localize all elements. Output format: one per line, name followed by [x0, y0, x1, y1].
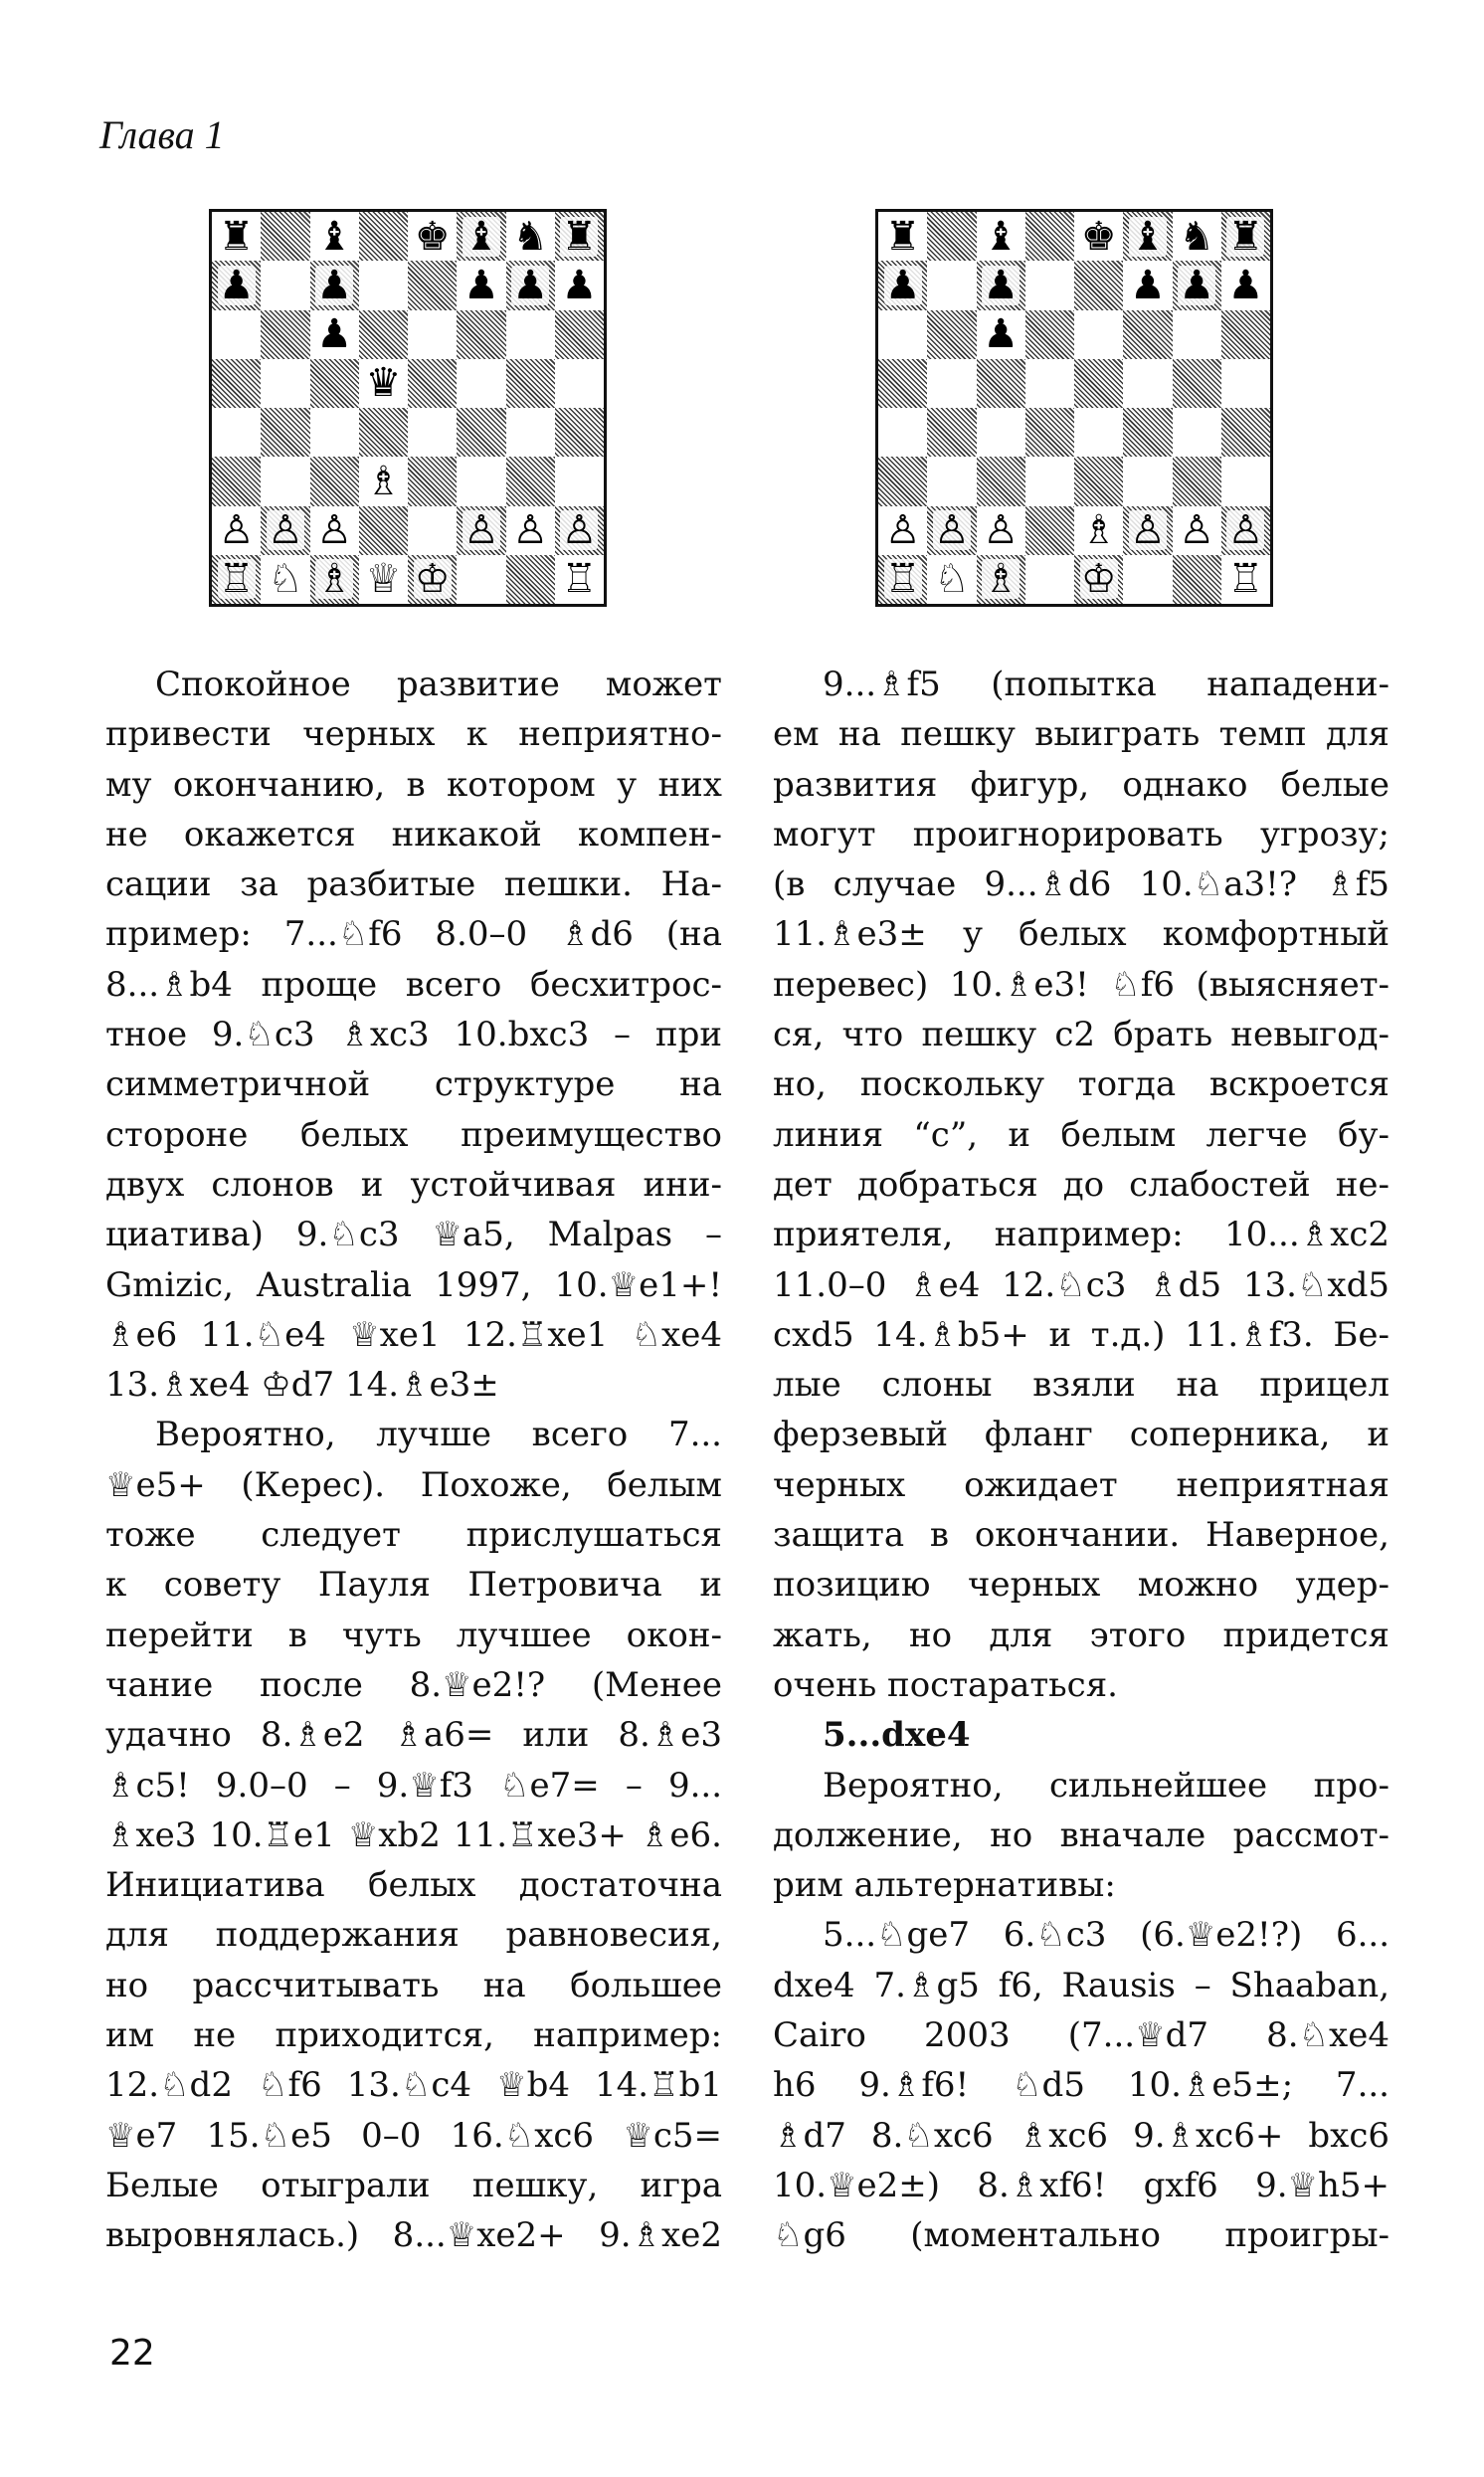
text-line: ферзевый фланг соперника, и	[773, 1415, 1390, 1455]
board-square	[1173, 408, 1221, 457]
board-square	[261, 359, 309, 408]
board-square	[977, 212, 1025, 261]
text-line: развития фигур, однако белые	[773, 764, 1390, 805]
board-square	[261, 506, 309, 555]
board-square	[927, 212, 976, 261]
board-square	[261, 457, 309, 505]
text-line: 9...♗f5 (попытка нападени-	[823, 665, 1390, 704]
text-line: dxe4 7.♗g5 f6, Rausis – Shaaban,	[773, 1965, 1390, 2005]
board-square	[927, 310, 976, 359]
chess-piece: ♝	[983, 213, 1020, 260]
board-square	[359, 506, 408, 555]
chess-diagram-left	[209, 209, 607, 607]
board-square	[212, 212, 261, 261]
board-square	[1221, 310, 1270, 359]
board-square	[1173, 457, 1221, 505]
board-square	[977, 310, 1025, 359]
board-square	[1123, 555, 1172, 604]
board-square	[506, 359, 555, 408]
board-square	[457, 310, 505, 359]
text-line: тоже следует прислушаться	[105, 1515, 722, 1556]
board-square	[555, 261, 604, 309]
text-line: черных ожидает неприятная	[773, 1464, 1390, 1505]
board-square	[1221, 408, 1270, 457]
board-square	[310, 310, 359, 359]
text-line: стороне белых преимущество	[105, 1114, 722, 1155]
board-square	[977, 261, 1025, 309]
board-square	[1074, 310, 1123, 359]
board-square	[1025, 457, 1074, 505]
board-square	[1221, 555, 1270, 604]
board-square	[359, 310, 408, 359]
board-square	[555, 310, 604, 359]
text-line: cxd5 14.♗b5+ и т.д.) 11.♗f3. Бе-	[773, 1314, 1390, 1355]
board-square	[927, 457, 976, 505]
board-square	[506, 212, 555, 261]
board-square	[1074, 457, 1123, 505]
chess-piece: ♙	[267, 507, 303, 554]
board-square	[506, 261, 555, 309]
board-square	[1221, 359, 1270, 408]
board-square	[310, 261, 359, 309]
chess-piece: ♙	[983, 507, 1020, 554]
text-line: (в случае 9...♗d6 10.♘a3!? ♗f5	[773, 864, 1390, 905]
chess-piece: ♝	[1129, 213, 1166, 260]
chess-piece: ♟	[512, 262, 549, 308]
chess-piece: ♟	[1227, 262, 1264, 308]
text-line: пример: 7...♘f6 8.0–0 ♗d6 (на	[105, 914, 722, 955]
board-square	[878, 408, 927, 457]
board-square	[1074, 212, 1123, 261]
board-square	[1025, 261, 1074, 309]
board-square	[457, 212, 505, 261]
board-square	[1221, 506, 1270, 555]
board-square	[261, 408, 309, 457]
text-line: Cairo 2003 (7...♕d7 8.♘xe4	[773, 2015, 1390, 2056]
board-square	[212, 408, 261, 457]
chess-piece: ♚	[414, 213, 451, 260]
chess-piece: ♙	[561, 507, 598, 554]
board-square	[457, 457, 505, 505]
board-square	[1025, 212, 1074, 261]
board-square	[457, 506, 505, 555]
text-line: Gmizic, Australia 1997, 10.♕e1+!	[105, 1264, 722, 1305]
board-square	[212, 506, 261, 555]
board-square	[310, 408, 359, 457]
board-square	[1173, 212, 1221, 261]
board-square	[927, 506, 976, 555]
board-square	[261, 212, 309, 261]
text-line: ♘g6 (моментально проигры-	[773, 2215, 1390, 2256]
board-square	[261, 555, 309, 604]
chess-piece: ♜	[561, 213, 598, 260]
text-line: им не приходится, например:	[105, 2015, 722, 2056]
chess-piece: ♗	[316, 556, 353, 603]
chess-piece: ♛	[365, 360, 402, 407]
text-line: му окончанию, в котором у них	[105, 764, 722, 805]
chess-piece: ♞	[512, 213, 549, 260]
chess-piece: ♟	[1129, 262, 1166, 308]
board-square	[555, 212, 604, 261]
text-line: чание после 8.♕e2!? (Менее	[105, 1664, 722, 1705]
chess-piece: ♙	[512, 507, 549, 554]
board-square	[1221, 457, 1270, 505]
board-square	[927, 359, 976, 408]
board-square	[1173, 310, 1221, 359]
page-number: 22	[109, 2333, 155, 2374]
board-square	[359, 359, 408, 408]
text-line: 8...♗b4 проще всего бесхитрос-	[105, 964, 722, 1005]
text-line: но, поскольку тогда вскроется	[773, 1064, 1390, 1105]
text-line: удачно 8.♗e2 ♗a6= или 8.♗e3	[105, 1715, 722, 1756]
board-square	[1074, 408, 1123, 457]
board-square	[878, 359, 927, 408]
board-square	[977, 457, 1025, 505]
board-square	[1173, 506, 1221, 555]
board-square	[1074, 359, 1123, 408]
board-square	[359, 555, 408, 604]
board-square	[1074, 261, 1123, 309]
board-square	[408, 359, 457, 408]
text-line: ся, что пешку c2 брать невыгод-	[773, 1015, 1390, 1055]
board-square	[878, 506, 927, 555]
board-square	[878, 555, 927, 604]
board-square	[310, 212, 359, 261]
board-square	[506, 457, 555, 505]
chess-piece: ♖	[218, 556, 255, 603]
board-square	[212, 261, 261, 309]
board-square	[506, 310, 555, 359]
text-line: позицию черных можно удер-	[773, 1565, 1390, 1606]
board-square	[408, 310, 457, 359]
text-line: Вероятно, лучше всего 7...	[155, 1415, 722, 1455]
board-square	[1025, 506, 1074, 555]
board-square	[1123, 310, 1172, 359]
board-square	[1025, 408, 1074, 457]
chess-piece: ♔	[414, 556, 451, 603]
chess-piece: ♘	[267, 556, 303, 603]
chess-piece: ♙	[316, 507, 353, 554]
chess-piece: ♙	[218, 507, 255, 554]
text-line: дет добраться до слабостей не-	[773, 1164, 1390, 1205]
board-square	[927, 408, 976, 457]
chess-piece: ♖	[884, 556, 921, 603]
text-column-right	[773, 660, 1390, 2261]
board-square	[261, 261, 309, 309]
chess-piece: ♗	[365, 458, 402, 504]
chess-piece: ♜	[884, 213, 921, 260]
text-line: 5...♘ge7 6.♘c3 (6.♕e2!?) 6...	[823, 1915, 1390, 1956]
board-square	[555, 359, 604, 408]
chess-piece: ♙	[933, 507, 970, 554]
board-square	[1173, 261, 1221, 309]
text-line: 11.♗e3± у белых комфортный	[773, 914, 1390, 955]
board-square	[1123, 212, 1172, 261]
text-line: ♗e6 11.♘e4 ♕xe1 12.♖xe1 ♘xe4	[105, 1314, 722, 1355]
text-line: ♕e7 15.♘e5 0–0 16.♘xc6 ♕c5=	[105, 2115, 722, 2156]
board-square	[1074, 506, 1123, 555]
board-square	[555, 555, 604, 604]
chess-piece: ♙	[463, 507, 499, 554]
board-square	[1173, 359, 1221, 408]
text-line: сации за разбитые пешки. На-	[105, 864, 722, 905]
chess-piece: ♟	[983, 262, 1020, 308]
text-line: Вероятно, сильнейшее про-	[823, 1765, 1390, 1806]
chess-piece: ♟	[561, 262, 598, 308]
board-square	[1123, 506, 1172, 555]
text-line: рим альтернативы:	[773, 1865, 1116, 1906]
chess-piece: ♝	[463, 213, 499, 260]
board-square	[927, 261, 976, 309]
board-square	[212, 310, 261, 359]
chess-piece: ♟	[316, 311, 353, 358]
text-line: лые слоны взяли на прицел	[773, 1365, 1390, 1406]
board-square	[1074, 555, 1123, 604]
chess-piece: ♜	[218, 213, 255, 260]
board-square	[359, 261, 408, 309]
chess-piece: ♙	[884, 507, 921, 554]
text-line: ♗c5! 9.0–0 – 9.♕f3 ♘e7= – 9...	[105, 1765, 722, 1806]
chess-piece: ♗	[1080, 507, 1117, 554]
board-square	[359, 212, 408, 261]
board-square	[977, 506, 1025, 555]
board-square	[555, 408, 604, 457]
board-square	[555, 457, 604, 505]
chess-piece: ♜	[1227, 213, 1264, 260]
board-square	[506, 506, 555, 555]
board-square	[310, 457, 359, 505]
text-line: линия “c”, и белым легче бу-	[773, 1114, 1390, 1155]
board-square	[359, 408, 408, 457]
text-line: могут проигнорировать угрозу;	[773, 814, 1390, 855]
chess-piece: ♗	[983, 556, 1020, 603]
text-line: 11.0–0 ♗e4 12.♘c3 ♗d5 13.♘xd5	[773, 1264, 1390, 1305]
board-square	[457, 261, 505, 309]
text-line: очень постараться.	[773, 1664, 1118, 1705]
board-square	[408, 212, 457, 261]
board-square	[310, 359, 359, 408]
board-square	[261, 310, 309, 359]
chess-piece: ♟	[1179, 262, 1215, 308]
text-line: выровнялась.) 8...♕xe2+ 9.♗xe2	[105, 2215, 722, 2256]
text-line: 13.♗xe4 ♔d7 14.♗e3±	[105, 1365, 499, 1406]
board-square	[1123, 261, 1172, 309]
board-square	[1025, 555, 1074, 604]
text-line: 12.♘d2 ♘f6 13.♘c4 ♕b4 14.♖b1	[105, 2065, 722, 2106]
board-square	[927, 555, 976, 604]
text-line: тное 9.♘c3 ♗xc3 10.bxc3 – при	[105, 1015, 722, 1055]
chess-piece: ♟	[463, 262, 499, 308]
text-line: перевес) 10.♗e3! ♘f6 (выясняет-	[773, 964, 1390, 1005]
text-line: к совету Пауля Петровича и	[105, 1565, 722, 1606]
board-square	[1123, 408, 1172, 457]
board-square	[977, 408, 1025, 457]
text-line: двух слонов и устойчивая ини-	[105, 1164, 722, 1205]
board-square	[310, 555, 359, 604]
text-column-left	[105, 660, 722, 2261]
chess-piece: ♖	[561, 556, 598, 603]
board-square	[212, 359, 261, 408]
text-line: приятеля, например: 10...♗xc2	[773, 1215, 1390, 1255]
text-line: защита в окончании. Наверное,	[773, 1515, 1390, 1556]
board-square	[878, 310, 927, 359]
board-square	[1123, 359, 1172, 408]
chess-piece: ♘	[933, 556, 970, 603]
text-line: циатива) 9.♘c3 ♕a5, Malpas –	[105, 1215, 722, 1255]
chess-piece: ♝	[316, 213, 353, 260]
board-square	[408, 261, 457, 309]
text-line: Инициатива белых достаточна	[105, 1865, 722, 1906]
chess-diagram-right	[875, 209, 1273, 607]
board-square	[408, 555, 457, 604]
chess-piece: ♙	[1129, 507, 1166, 554]
text-line: симметричной структуре на	[105, 1064, 722, 1105]
chess-piece: ♙	[1179, 507, 1215, 554]
board-square	[1221, 212, 1270, 261]
text-line: перейти в чуть лучшее окон-	[105, 1615, 722, 1655]
board-square	[1123, 457, 1172, 505]
board-square	[1221, 261, 1270, 309]
chess-piece: ♟	[983, 311, 1020, 358]
text-line: для поддержания равновесия,	[105, 1915, 722, 1956]
chess-piece: ♖	[1227, 556, 1264, 603]
board-square	[359, 457, 408, 505]
text-line: жать, но для этого придется	[773, 1615, 1390, 1655]
text-line: h6 9.♗f6! ♘d5 10.♗e5±; 7...	[773, 2065, 1390, 2106]
text-line: ♕e5+ (Керес). Похоже, белым	[105, 1464, 722, 1505]
board-square	[878, 212, 927, 261]
text-line: не окажется никакой компен-	[105, 814, 722, 855]
board-square	[977, 359, 1025, 408]
board-square	[457, 359, 505, 408]
text-line: привести черных к неприятно-	[105, 714, 722, 755]
text-line: ♗xe3 10.♖e1 ♕xb2 11.♖xe3+ ♗e6.	[105, 1814, 722, 1855]
board-square	[977, 555, 1025, 604]
board-square	[506, 555, 555, 604]
chess-piece: ♕	[365, 556, 402, 603]
board-square	[408, 408, 457, 457]
text-line: Белые отыграли пешку, игра	[105, 2165, 722, 2205]
text-line: 5...dxe4	[823, 1715, 971, 1756]
chess-piece: ♟	[218, 262, 255, 308]
chess-piece: ♚	[1080, 213, 1117, 260]
board-square	[457, 555, 505, 604]
chess-piece: ♟	[884, 262, 921, 308]
chess-piece: ♔	[1080, 556, 1117, 603]
chess-piece: ♙	[1227, 507, 1264, 554]
board-square	[408, 506, 457, 555]
board-square	[1025, 310, 1074, 359]
text-line: ем на пешку выиграть темп для	[773, 714, 1390, 755]
chapter-header: Глава 1	[99, 112, 225, 157]
board-square	[212, 457, 261, 505]
text-line: должение, но вначале рассмот-	[773, 1814, 1390, 1855]
board-square	[457, 408, 505, 457]
board-square	[408, 457, 457, 505]
chess-piece: ♞	[1179, 213, 1215, 260]
chess-piece: ♟	[316, 262, 353, 308]
text-line: Спокойное развитие может	[155, 665, 722, 704]
board-square	[1173, 555, 1221, 604]
board-square	[878, 457, 927, 505]
board-square	[878, 261, 927, 309]
board-square	[1025, 359, 1074, 408]
board-square	[506, 408, 555, 457]
text-line: 10.♕e2±) 8.♗xf6! gxf6 9.♕h5+	[773, 2165, 1390, 2205]
text-line: но рассчитывать на большее	[105, 1965, 722, 2005]
board-square	[555, 506, 604, 555]
text-line: ♗d7 8.♘xc6 ♗xc6 9.♗xc6+ bxc6	[773, 2115, 1390, 2156]
board-square	[212, 555, 261, 604]
board-square	[310, 506, 359, 555]
